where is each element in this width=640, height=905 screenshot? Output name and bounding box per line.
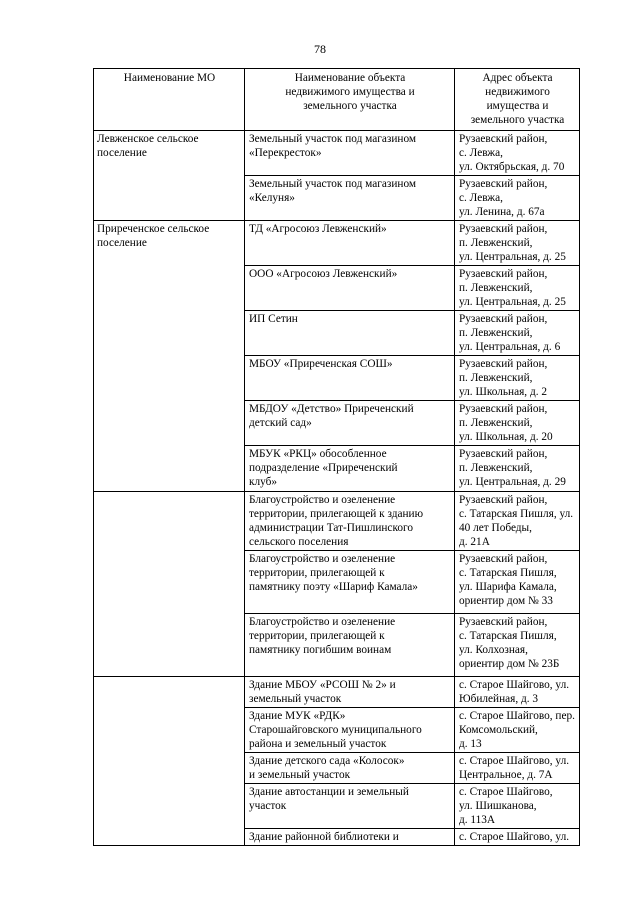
address-cell: Рузаевский район, с. Левжа, ул. Октябрьская, д. 70 — [455, 131, 580, 176]
object-name-cell: ИП Сетин — [245, 311, 455, 356]
object-name-cell: Земельный участок под магазином «Перекресток» — [245, 131, 455, 176]
address-cell: Рузаевский район, с. Татарская Пишля, ул. Колхозная, ориентир дом № 23Б — [455, 614, 580, 677]
object-name-cell: Здание МУК «РДК» Старошайговского муниципального района и земельный участок — [245, 708, 455, 753]
table-row — [94, 492, 580, 551]
address-cell: Рузаевский район, п. Левженский, ул. Центральная, д. 25 — [455, 266, 580, 311]
mo-name-cell: Левженское сельское поселение — [94, 131, 245, 221]
address-cell: Рузаевский район, п. Левженский, ул. Школьная, д. 20 — [455, 401, 580, 446]
table-header-row — [94, 69, 580, 131]
address-cell: Рузаевский район, с. Левжа, ул. Ленина, д. 67а — [455, 176, 580, 221]
mo-name-cell: Приреченское сельское поселение — [94, 221, 245, 492]
mo-name-cell — [94, 677, 245, 846]
table-row — [94, 131, 580, 176]
object-name-cell: Здание автостанции и земельный участок — [245, 784, 455, 829]
header-address: Адрес объекта недвижимого имущества и земельного участка — [455, 69, 580, 131]
address-cell: с. Старое Шайгово, ул. Центральное, д. 7А — [455, 753, 580, 784]
address-cell: Рузаевский район, п. Левженский, ул. Центральная, д. 29 — [455, 446, 580, 492]
table-row — [94, 221, 580, 266]
address-cell: с. Старое Шайгово, ул. Шишканова, д. 113А — [455, 784, 580, 829]
object-name-cell: Здание детского сада «Колосок» и земельный участок — [245, 753, 455, 784]
property-table — [93, 68, 580, 846]
object-name-cell: МБУК «РКЦ» обособленное подразделение «Приреченский клуб» — [245, 446, 455, 492]
address-cell: Рузаевский район, п. Левженский, ул. Центральная, д. 6 — [455, 311, 580, 356]
object-name-cell: Здание районной библиотеки и — [245, 829, 455, 846]
object-name-cell: Здание МБОУ «РСОШ № 2» и земельный участок — [245, 677, 455, 708]
object-name-cell: ТД «Агросоюз Левженский» — [245, 221, 455, 266]
address-cell: с. Старое Шайгово, ул. — [455, 829, 580, 846]
address-cell: Рузаевский район, с. Татарская Пишля, ул. Шарифа Камала, ориентир дом № 33 — [455, 551, 580, 614]
header-mo: Наименование МО — [94, 69, 245, 131]
table-row — [94, 677, 580, 708]
mo-name-cell — [94, 492, 245, 677]
address-cell: Рузаевский район, п. Левженский, ул. Центральная, д. 25 — [455, 221, 580, 266]
header-object: Наименование объекта недвижимого имущества и земельного участка — [245, 69, 455, 131]
address-cell: с. Старое Шайгово, ул. Юбилейная, д. 3 — [455, 677, 580, 708]
object-name-cell: Благоустройство и озеленение территории, прилегающей к памятнику поэту «Шариф Камала» — [245, 551, 455, 614]
address-cell: Рузаевский район, с. Татарская Пишля, ул. 40 лет Победы, д. 21А — [455, 492, 580, 551]
address-cell: с. Старое Шайгово, пер. Комсомольский, д. 13 — [455, 708, 580, 753]
table-body — [94, 131, 580, 846]
object-name-cell: МБДОУ «Детство» Приреченский детский сад» — [245, 401, 455, 446]
page-number: 78 — [314, 42, 326, 56]
object-name-cell: Земельный участок под магазином «Келуня» — [245, 176, 455, 221]
object-name-cell: Благоустройство и озеленение территории, прилегающей к памятнику погибшим воинам — [245, 614, 455, 677]
address-cell: Рузаевский район, п. Левженский, ул. Школьная, д. 2 — [455, 356, 580, 401]
object-name-cell: ООО «Агросоюз Левженский» — [245, 266, 455, 311]
object-name-cell: МБОУ «Приреченская СОШ» — [245, 356, 455, 401]
object-name-cell: Благоустройство и озеленение территории, прилегающей к зданию администрации Тат-Пишлинского сельского поселения — [245, 492, 455, 551]
